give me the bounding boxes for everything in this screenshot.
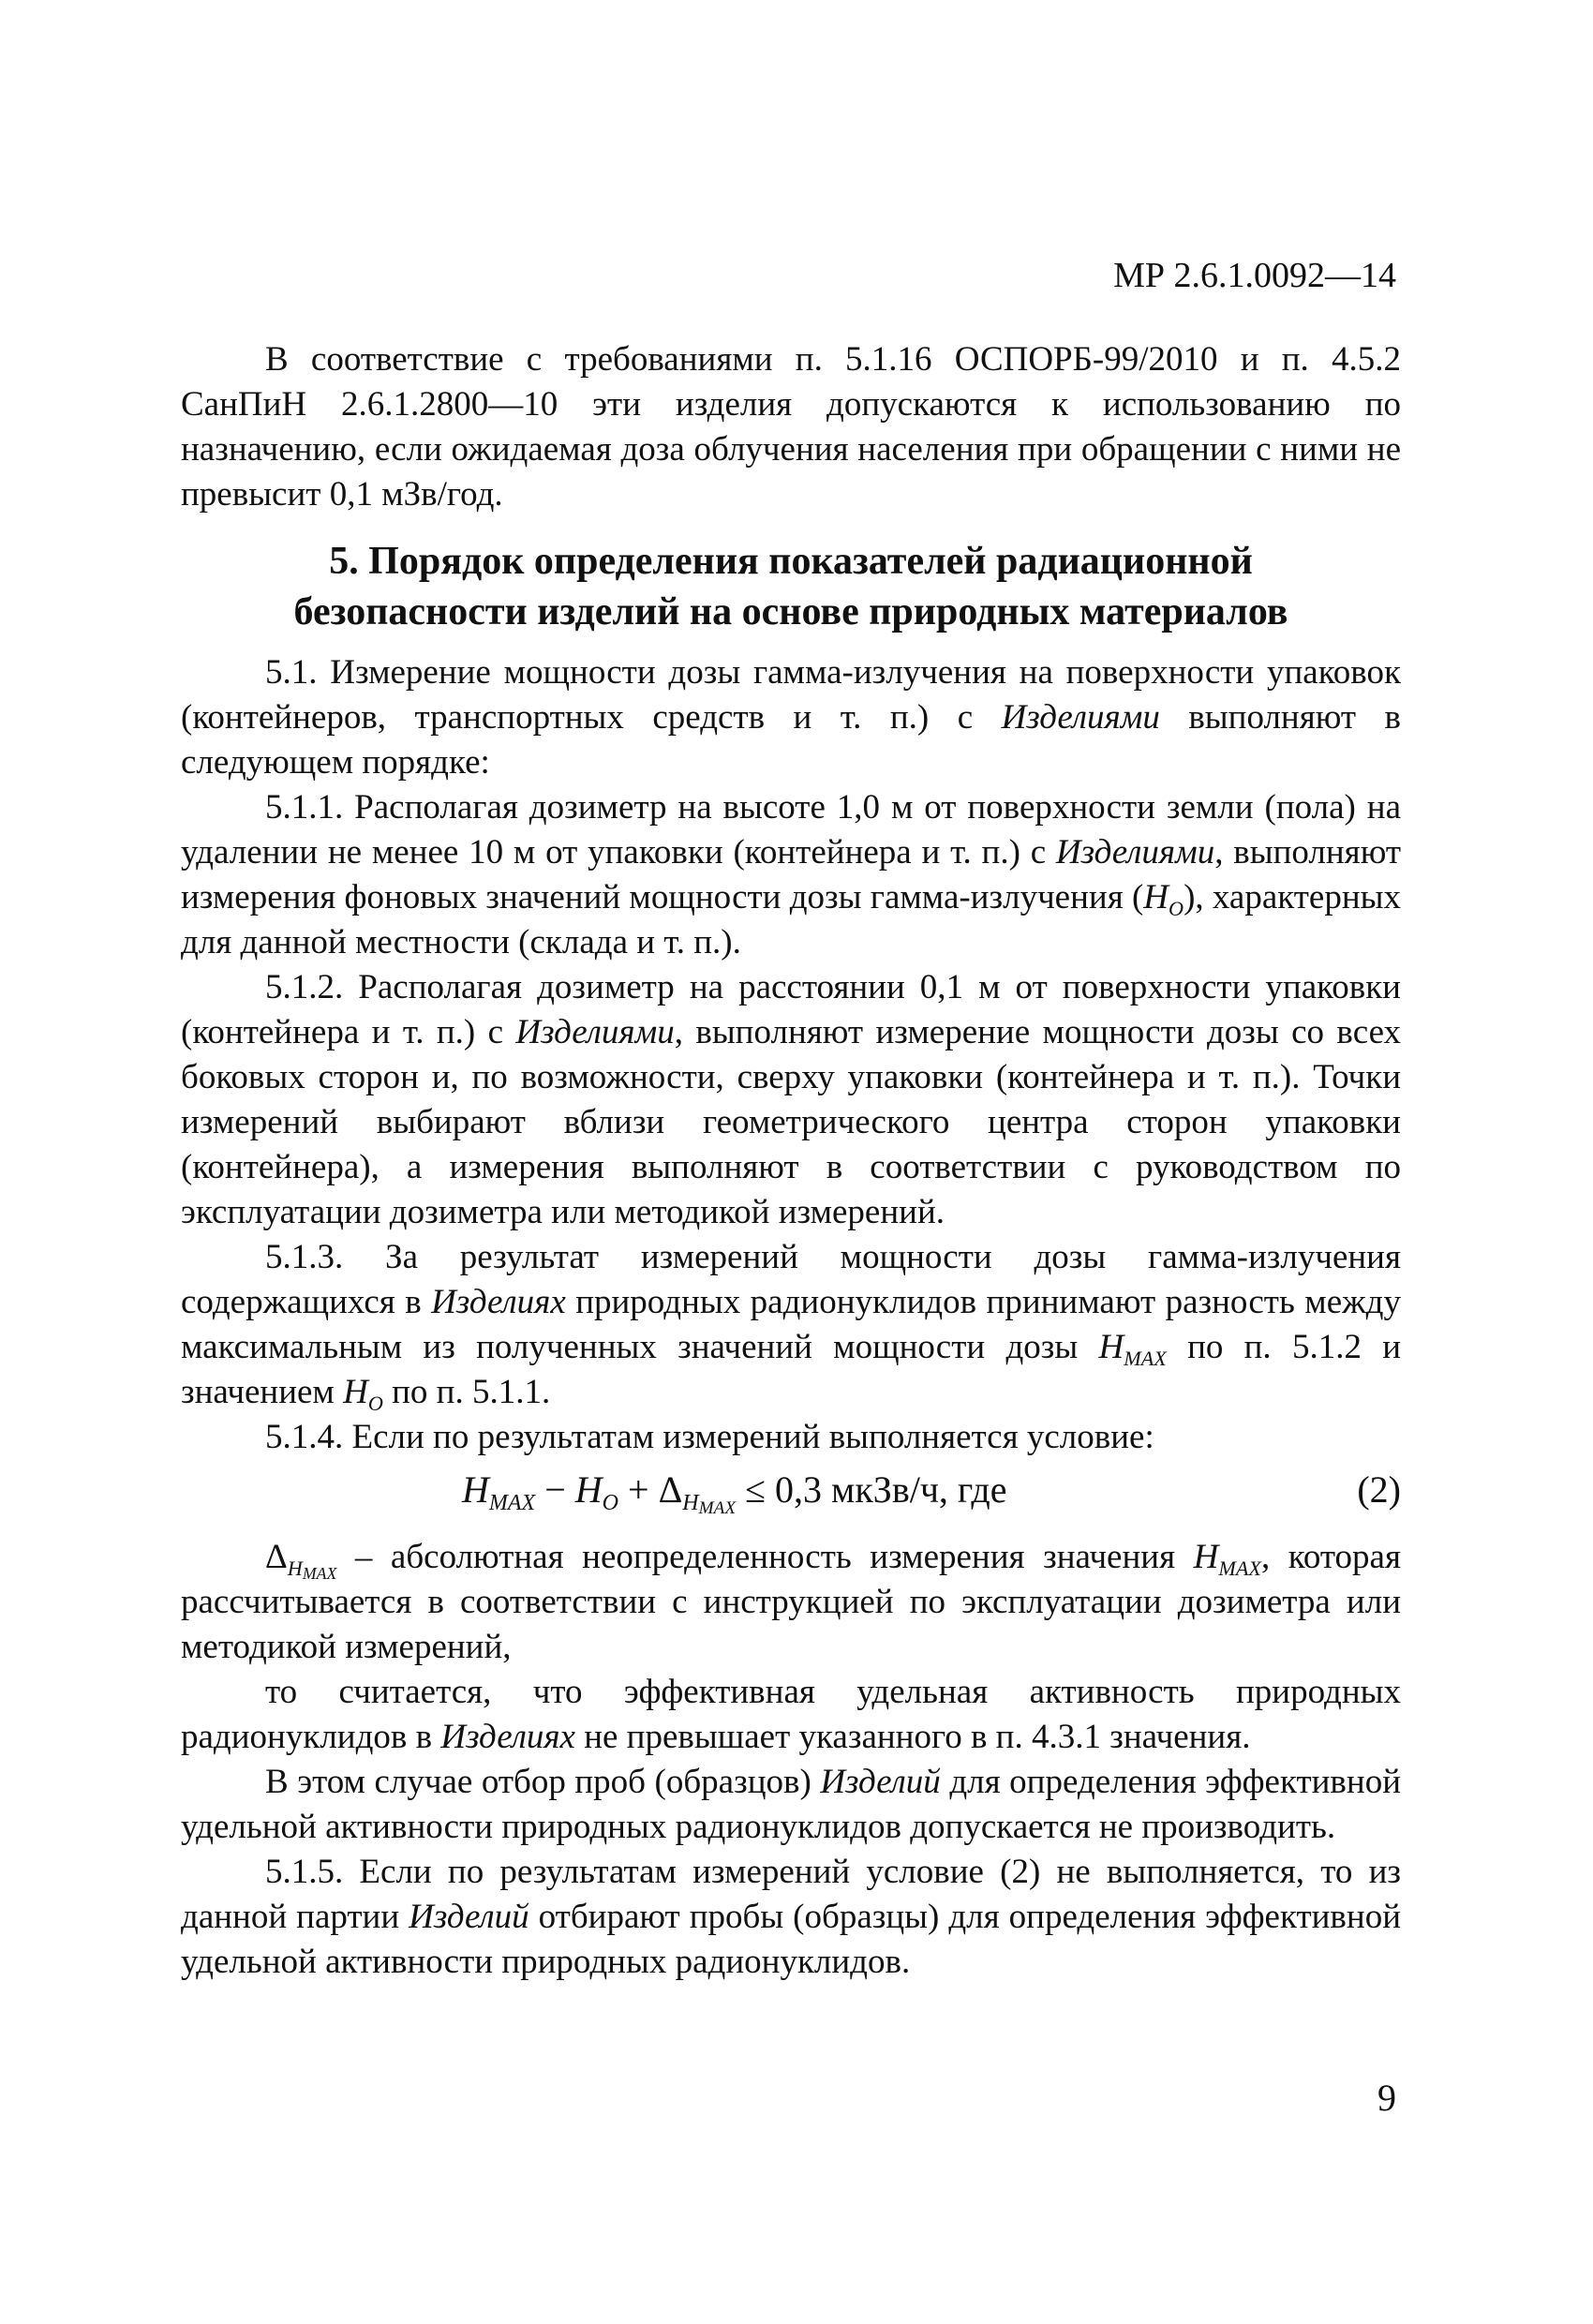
paragraph-5-1-1: 5.1.1. Располагая дозиметр на высоте 1,0 м от поверхности земли (пола) на удалении не менее 10 м от упаковки (контейнера и т. п.) с Изделиями, выполняют измерения фоновых значений мощности дозы гамма-излучения $(H_O)$, характерных для данной местности (склада и т. п.). [181, 788, 1402, 961]
delta-definition: $\Delta_{H_{MAX}}$ – абсолютная неопределенность измерения значения $H_{MAX}$, которая рассчитывается в соответствии с инструкцией по эксплуатации дозиметра или методикой измерений, [181, 1538, 1401, 1666]
paragraph-5-1-2: 5.1.2. Располагая дозиметр на расстоянии 0,1 м от поверхности упаковки (контейнера и т. п.) с Изделиями, выполняют измерение мощности дозы со всех боковых сторон и, по возможности, сверху упаковки (контейнера и т. п.). Точки измерений выбирают вблизи геометрического центра сторон упаковки (контейнера), а измерения выполняют в соответствии с руководством по эксплуатации дозиметра или методикой измерений. [181, 968, 1401, 1231]
document-code: МР 2.6.1.0092—14 [1113, 256, 1396, 295]
formula-number: (2) [1357, 1468, 1401, 1511]
paragraph-5-1-3: 5.1.3. За результат измерений мощности дозы гамма-излучения содержащихся в Изделиях природных радионуклидов принимают разность между максимальным из полученных значений мощности дозы $H_{MAX}$ по п. 5.1.2 и значением $H_O$ по п. 5.1.1. [181, 1238, 1402, 1415]
intro-paragraph: В соответствие с требованиями п. 5.1.16 ОСПОРБ-99/2010 и п. 4.5.2 СанПиН 2.6.1.2800—10 эти изделия допускаются к использованию по назначению, если ожидаемая доза облучения населения при обращении с ними не превысит 0,1 мЗв/год. [181, 340, 1401, 514]
sampling-paragraph: В этом случае отбор проб (образцов) Изделий для определения эффективной удельной активности природных радионуклидов допускается не производить. [181, 1763, 1401, 1846]
section-title-line-2: безопасности изделий на основе природных материалов [293, 590, 1288, 633]
italic-term: Изделиями [515, 1013, 675, 1051]
italic-term: Изделиями [1055, 833, 1215, 872]
section-title [181, 536, 1401, 637]
symbol-h-o: $H_O$ [1143, 878, 1184, 920]
paragraph-5-1-4: 5.1.4. Если по результатам измерений выполняется условие: [265, 1418, 1154, 1456]
document-body [181, 337, 1401, 1985]
italic-term: Изделиях [431, 1283, 566, 1321]
page-number: 9 [1377, 2077, 1396, 2119]
paragraph-5-1-5: 5.1.5. Если по результатам измерений условие (2) не выполняется, то из данной партии Изделий отбирают пробы (образцы) для определения эффективной удельной активности природных радионуклидов. [181, 1853, 1401, 1981]
italic-term: Изделиях [440, 1718, 575, 1756]
symbol-h-o: $H_O$ [343, 1373, 383, 1415]
italic-term: Изделий [820, 1763, 941, 1801]
formula-expression: $H_{MAX} - H_O + \Delta_{H_{MAX}} \le 0,3$ мкЗв/ч, где [462, 1468, 1007, 1518]
paragraph-5-1: 5.1. Измерение мощности дозы гамма-излучения на поверхности упаковок (контейнеров, транспортных средств и т. п.) с Изделиями выполняют в следующем порядке: [181, 653, 1401, 782]
conclusion-paragraph: то считается, что эффективная удельная активность природных радионуклидов в Изделиях не превышает указанного в п. 4.3.1 значения. [181, 1673, 1401, 1756]
formula-2 [181, 1464, 1401, 1520]
italic-term: Изделий [409, 1898, 529, 1936]
section-title-line-1: 5. Порядок определения показателей радиационной [329, 540, 1253, 583]
symbol-h-max: $H_{MAX}$ [1098, 1328, 1167, 1370]
italic-term: Изделиями [1001, 698, 1160, 737]
